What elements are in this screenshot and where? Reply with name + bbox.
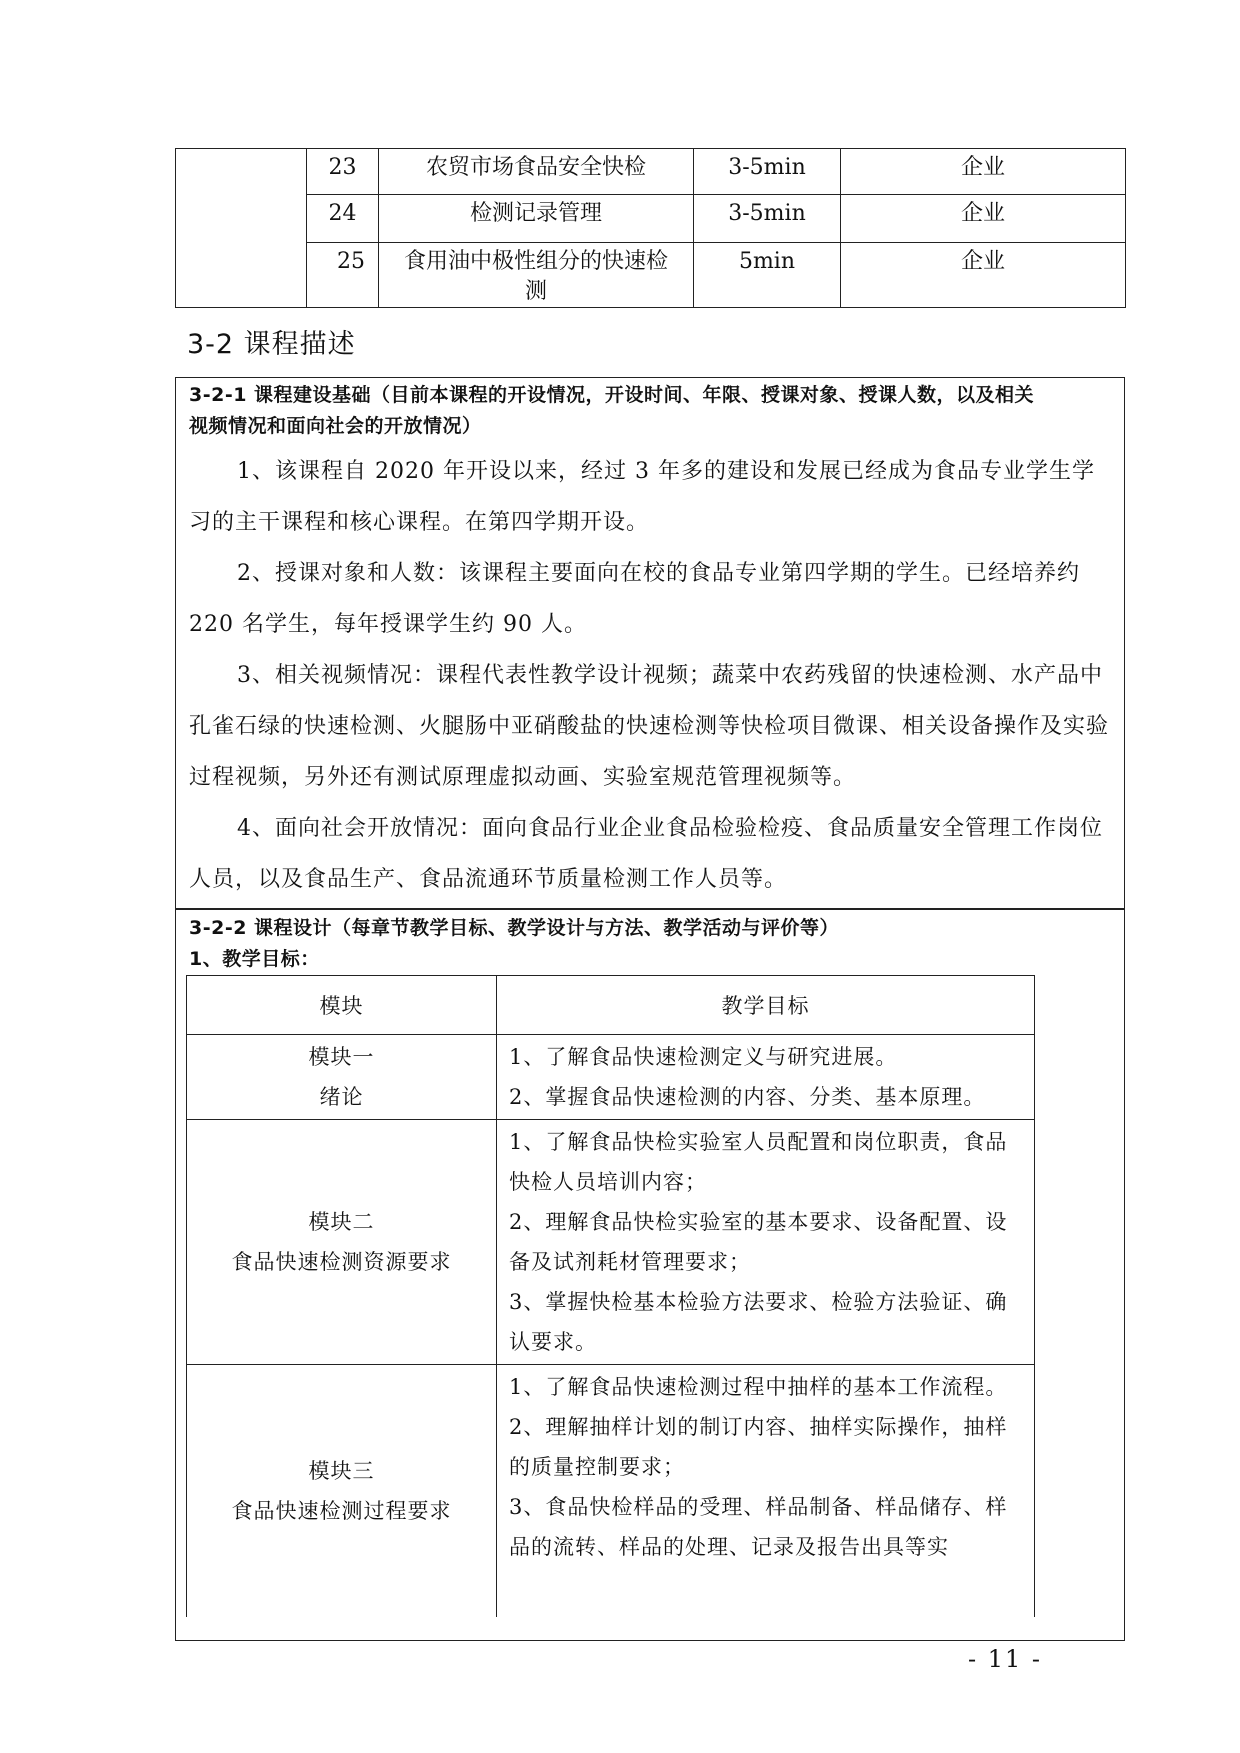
course-basis-section [175, 377, 1125, 910]
goal-item: 1、了解食品快速检测定义与研究进展。 [509, 1045, 898, 1069]
goal-item: 1、了解食品快检实验室人员配置和岗位职责，食品快检人员培训内容； [509, 1130, 1008, 1194]
item-number: 23 [307, 149, 379, 195]
item-name-line2: 测 [524, 279, 547, 304]
item-time: 5min [694, 243, 841, 308]
goals-cell [497, 1035, 1035, 1120]
item-number: 25 [307, 243, 379, 308]
module-cell [187, 1120, 497, 1365]
section-title: 3-2 课程描述 [187, 329, 356, 360]
basis-heading [176, 378, 1124, 442]
category-cell [176, 149, 307, 308]
objectives-table [186, 975, 1035, 1617]
item-name-line1: 食用油中极性组分的快速检 [403, 249, 668, 274]
goal-item: 3、掌握快检基本检验方法要求、检验方法验证、确认要求。 [509, 1290, 1008, 1354]
table-row [187, 1365, 1035, 1617]
table-row [176, 243, 1126, 308]
module-label: 模块一 [308, 1045, 375, 1069]
goals-cell [497, 1365, 1035, 1617]
module-name: 绪论 [319, 1085, 364, 1109]
basis-paragraph: 1、该课程自 2020 年开设以来，经过 3 年多的建设和发展已经成为食品专业学生学习的主干课程和核心课程。在第四学期开设。 [189, 459, 1095, 535]
design-subheading: 1、教学目标： [189, 948, 320, 970]
item-name [379, 243, 694, 308]
goal-item: 2、掌握食品快速检测的内容、分类、基本原理。 [509, 1085, 986, 1109]
item-time: 3-5min [694, 149, 841, 195]
goal-item: 1、了解食品快速检测过程中抽样的基本工作流程。 [509, 1375, 1008, 1399]
module-name: 食品快速检测资源要求 [231, 1250, 452, 1274]
column-header-module: 模块 [187, 976, 497, 1035]
table-row [176, 195, 1126, 243]
module-label: 模块三 [308, 1458, 375, 1483]
module-cell [187, 1365, 497, 1617]
design-heading [176, 909, 1124, 975]
basis-paragraph: 2、授课对象和人数：该课程主要面向在校的食品专业第四学期的学生。已经培养约 220 名学生，每年授课学生约 90 人。 [189, 561, 1080, 637]
table-row [176, 149, 1126, 195]
design-heading-line: 3-2-2 课程设计（每章节教学目标、教学设计与方法、教学活动与评价等） [189, 917, 840, 939]
table-row [187, 1035, 1035, 1120]
goals-cell [497, 1120, 1035, 1365]
item-name: 检测记录管理 [379, 195, 694, 243]
goal-item: 2、理解抽样计划的制订内容、抽样实际操作，抽样的质量控制要求； [509, 1415, 1008, 1479]
column-header-goals: 教学目标 [497, 976, 1035, 1035]
item-number: 24 [307, 195, 379, 243]
table-row [187, 1120, 1035, 1365]
module-label: 模块二 [308, 1210, 375, 1234]
test-items-table [175, 148, 1126, 308]
basis-paragraph: 4、面向社会开放情况：面向食品行业企业食品检验检疫、食品质量安全管理工作岗位人员，以及食品生产、食品流通环节质量检测工作人员等。 [189, 816, 1103, 892]
goal-item: 3、食品快检样品的受理、样品制备、样品储存、样品的流转、样品的处理、记录及报告出具等实 [509, 1495, 1008, 1559]
design-box-bottom-border [175, 1640, 1125, 1641]
item-source: 企业 [841, 243, 1126, 308]
item-source: 企业 [841, 195, 1126, 243]
item-name: 农贸市场食品安全快检 [379, 149, 694, 195]
basis-paragraph: 3、相关视频情况：课程代表性教学设计视频；蔬菜中农药残留的快速检测、水产品中孔雀石绿的快速检测、火腿肠中亚硝酸盐的快速检测等快检项目微课、相关设备操作及实验过程视频，另外还有测试原理虚拟动画、实验室规范管理视频等。 [189, 663, 1110, 790]
page-number: - 11 - [968, 1645, 1043, 1673]
goal-item: 2、理解食品快检实验室的基本要求、设备配置、设备及试剂耗材管理要求； [509, 1210, 1008, 1274]
basis-heading-line2: 视频情况和面向社会的开放情况） [189, 415, 482, 437]
basis-heading-line1: 3-2-1 课程建设基础（目前本课程的开设情况，开设时间、年限、授课对象、授课人数，以及相关 [189, 384, 1035, 406]
item-source: 企业 [841, 149, 1126, 195]
module-cell [187, 1035, 497, 1120]
table-header-row [187, 976, 1035, 1035]
item-time: 3-5min [694, 195, 841, 243]
module-name: 食品快速检测过程要求 [231, 1498, 452, 1523]
